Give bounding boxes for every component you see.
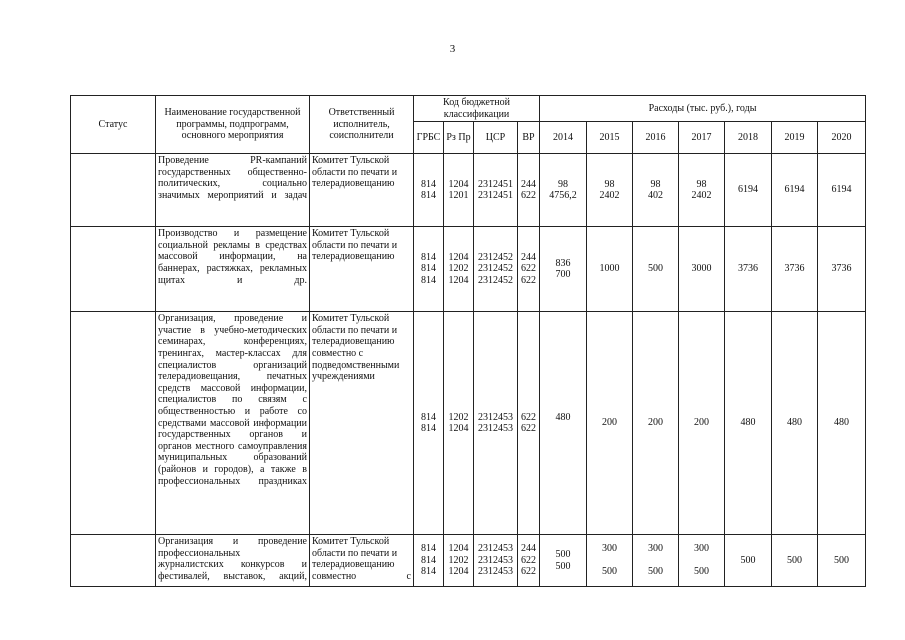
row-rzpr: 1204 1202 1204: [444, 535, 474, 587]
row-value-2014: 836 700: [540, 227, 587, 312]
table-row: [71, 535, 866, 587]
page-number: 3: [449, 43, 456, 55]
header-status: Статус: [71, 96, 156, 154]
row-value-2016: 98 402: [633, 154, 679, 227]
row-grbs: 814 814: [414, 312, 444, 535]
row-value-2019: 500: [772, 535, 818, 587]
row-value-2017: 3000: [679, 227, 725, 312]
row-executor: Комитет Тульской области по печати и телерадиовещанию совместно с подведомственными учреждениями: [310, 312, 414, 535]
row-value-2017: 300 500: [679, 535, 725, 587]
row-rzpr: 1204 1202 1204: [444, 227, 474, 312]
row-value-2018: 500: [725, 535, 772, 587]
row-name: Организация, проведение и участие в учебно-методических семинарах, конференциях, тренингах, мастер-классах для специалистов организаций телерадиовещания, печатных средств массовой информации, специалистов по связям с общественностью и работе со средствами массовой информации государственных органов и органов местного самоуправления муниципальных образований (районов и городов), а также в профессиональных праздниках: [156, 312, 310, 535]
row-value-2017: 98 2402: [679, 154, 725, 227]
row-value-2018: 6194: [725, 154, 772, 227]
row-value-2015: 200: [587, 312, 633, 535]
table-row: [71, 312, 866, 535]
row-executor: Комитет Тульской области по печати и телерадиовещанию: [310, 154, 414, 227]
row-value-2014: 500 500: [540, 535, 587, 587]
header-executor: Ответственный исполнитель, соисполнители: [310, 96, 414, 154]
row-value-2014: 480: [540, 312, 587, 535]
row-value-2019: 3736: [772, 227, 818, 312]
row-value-2019: 480: [772, 312, 818, 535]
row-value-2016: 500: [633, 227, 679, 312]
row-value-2020: 500: [818, 535, 866, 587]
row-value-2016: 300 500: [633, 535, 679, 587]
row-value-2018: 3736: [725, 227, 772, 312]
row-value-2015: 300 500: [587, 535, 633, 587]
row-executor: Комитет Тульской области по печати и телерадиовещанию: [310, 227, 414, 312]
table-row: [71, 154, 866, 227]
row-csr: 2312451 2312451: [474, 154, 518, 227]
row-value-2019: 6194: [772, 154, 818, 227]
row-vr: 244 622 622: [518, 227, 540, 312]
row-csr: 2312453 2312453 2312453: [474, 535, 518, 587]
row-vr: 622 622: [518, 312, 540, 535]
row-csr: 2312453 2312453: [474, 312, 518, 535]
row-value-2016: 200: [633, 312, 679, 535]
row-executor: Комитет Тульской области по печати и телерадиовещанию совместно с: [310, 535, 414, 587]
row-csr: 2312452 2312452 2312452: [474, 227, 518, 312]
row-value-2020: 480: [818, 312, 866, 535]
row-name: Проведение PR-кампаний государственных общественно-политических, социально значимых мероприятий и задач: [156, 154, 310, 227]
row-status: [71, 227, 156, 312]
row-rzpr: 1204 1201: [444, 154, 474, 227]
row-grbs: 814 814 814: [414, 535, 444, 587]
header-year-2018: 2018: [725, 122, 772, 154]
row-value-2015: 1000: [587, 227, 633, 312]
table-row: [71, 227, 866, 312]
row-grbs: 814 814: [414, 154, 444, 227]
header-year-2015: 2015: [587, 122, 633, 154]
row-value-2020: 6194: [818, 154, 866, 227]
budget-table: [70, 95, 866, 587]
row-name: Производство и размещение социальной рекламы в средствах массовой информации, на баннерах, растяжках, рекламных щитах и др.: [156, 227, 310, 312]
row-value-2014: 98 4756,2: [540, 154, 587, 227]
header-expenses: Расходы (тыс. руб.), годы: [540, 96, 866, 122]
header-rzpr: Рз Пр: [444, 122, 474, 154]
row-rzpr: 1202 1204: [444, 312, 474, 535]
header-name: Наименование государственной программы, подпрограмм, основного мероприятия: [156, 96, 310, 154]
row-status: [71, 312, 156, 535]
header-vr: ВР: [518, 122, 540, 154]
header-year-2014: 2014: [540, 122, 587, 154]
header-grbs: ГРБС: [414, 122, 444, 154]
header-year-2019: 2019: [772, 122, 818, 154]
header-year-2020: 2020: [818, 122, 866, 154]
row-status: [71, 154, 156, 227]
row-value-2015: 98 2402: [587, 154, 633, 227]
header-year-2017: 2017: [679, 122, 725, 154]
row-status: [71, 535, 156, 587]
row-vr: 244 622 622: [518, 535, 540, 587]
row-name: Организация и проведение профессиональных журналистских конкурсов и фестивалей, выставок, акций,: [156, 535, 310, 587]
row-value-2020: 3736: [818, 227, 866, 312]
header-year-2016: 2016: [633, 122, 679, 154]
row-value-2017: 200: [679, 312, 725, 535]
row-grbs: 814 814 814: [414, 227, 444, 312]
row-value-2018: 480: [725, 312, 772, 535]
header-csr: ЦСР: [474, 122, 518, 154]
row-vr: 244 622: [518, 154, 540, 227]
header-budget-code: Код бюджетной классификации: [414, 96, 540, 122]
